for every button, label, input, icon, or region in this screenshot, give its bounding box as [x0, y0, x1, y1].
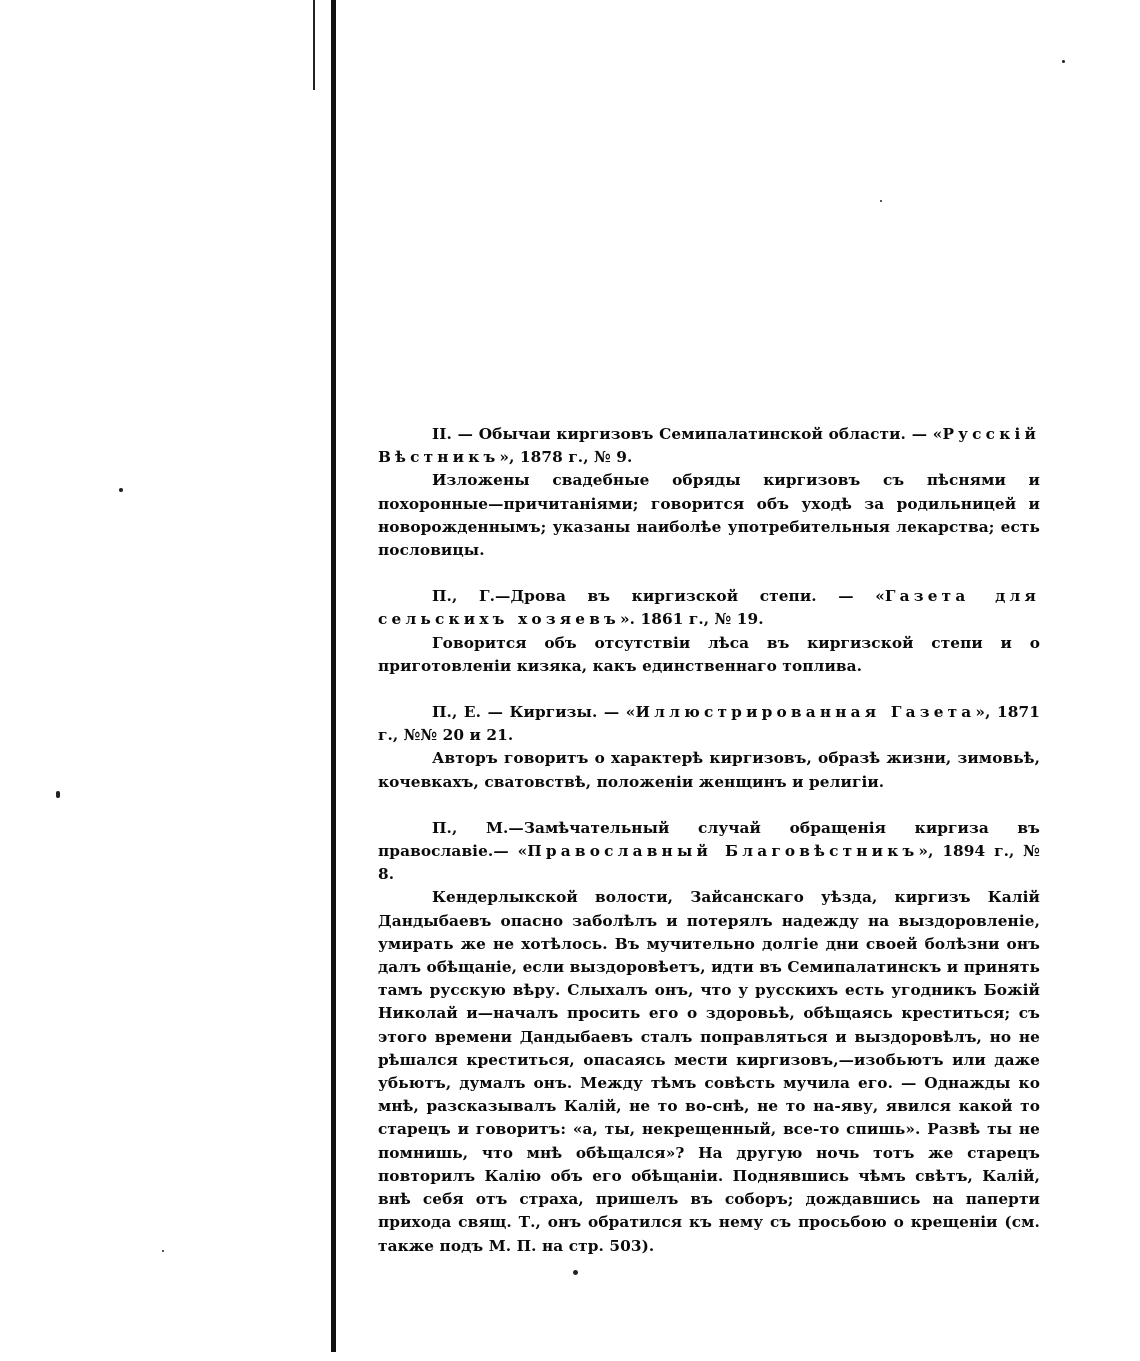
entry-heading [378, 423, 1040, 469]
bibliography-entry [378, 585, 1040, 678]
entry-heading-tail: », 1878 г., № 9. [499, 448, 633, 467]
ink-speck [1062, 60, 1065, 63]
bibliography-entry [378, 817, 1040, 1258]
ink-speck [880, 200, 882, 202]
entry-annotation: Авторъ говоритъ о характерѣ киргизовъ, образѣ жизни, зимовьѣ, кочевкахъ, сватовствѣ, положеніи женщинъ и религіи. [378, 749, 1040, 791]
entry-heading-lead: П., М.—Замѣчательный случай обращенія киргиза въ православіе.— « [378, 818, 1040, 861]
periodical-title: Православный Благовѣстникъ [527, 842, 919, 861]
entry-heading [378, 701, 1040, 747]
binding-edge-line [331, 0, 336, 1352]
entry-annotation: Кендерлыкской волости, Зайсанскаго уѣзда, киргизъ Калій Дандыбаевъ опасно заболѣлъ и потерялъ надежду на выздоровленіе, умирать же не хотѣлось. Въ мучительно долгіе дни своей болѣзни онъ далъ обѣщаніе, если выздоровѣетъ, идти въ Семипалатинскъ и принять тамъ русскую вѣру. Слыхалъ онъ, что у русскихъ есть угодникъ Божій Николай и—началъ просить его о здоровьѣ, обѣщаясь креститься; съ этого времени Дандыбаевъ сталъ поправляться и выздоровѣлъ, но не рѣшался креститься, опасаясь мести киргизовъ,—изобьютъ или даже убьютъ, думалъ онъ. Между тѣмъ совѣсть мучила его. — Однажды ко мнѣ, разсказывалъ Калій, не то во-снѣ, не то на-яву, явился какой то старецъ и говоритъ: «а, ты, некрещенный, все-то спишь». Развѣ ты не помнишь, что мнѣ обѣщался»? На другую ночь тотъ же старецъ повторилъ Калію объ его обѣщаніи. Поднявшись чѣмъ свѣтъ, Калій, внѣ себя отъ страха, пришелъ въ соборъ; дождавшись на паперти прихода свящ. Т., онъ обратился къ нему съ просьбою о крещеніи (см. также подъ М. П. на стр. 503). [378, 888, 1040, 1255]
entry-heading [378, 585, 1040, 631]
bibliography-text [378, 423, 1040, 1281]
binding-edge-thin [313, 0, 315, 90]
entry-heading-tail: ». 1861 г., № 19. [619, 610, 764, 629]
ink-speck [56, 791, 60, 798]
entry-heading-tail: », 1871 г., №№ 20 и 21. [378, 703, 1040, 745]
entry-heading [378, 817, 1040, 887]
entry-heading-lead: П., Е. — Киргизы. — « [432, 703, 636, 722]
entry-heading-lead: П., Г.—Дрова въ киргизской степи. — « [432, 587, 885, 606]
entry-annotation: Говорится объ отсутствіи лѣса въ киргизской степи и о приготовленіи кизяка, какъ единственнаго топлива. [378, 633, 1040, 675]
ink-speck [162, 1250, 164, 1252]
entry-heading-lead: II. — Обычаи киргизовъ Семипалатинской области. — « [432, 425, 943, 443]
periodical-title: Газета для сельскихъ хозяевъ [378, 587, 1040, 629]
periodical-title: Русскій Вѣстникъ [378, 425, 1040, 467]
bibliography-entry [378, 701, 1040, 794]
entry-annotation: Изложены свадебные обряды киргизовъ съ пѣснями и похоронные—причитаніями; говорится объ уходѣ за родильницей и новорожденнымъ; указаны наиболѣе употребительныя лекарства; есть пословицы. [378, 471, 1040, 560]
bibliography-entry [378, 423, 1040, 562]
ink-speck [119, 488, 123, 492]
entry-heading-tail: », 1894 г., № 8. [378, 842, 1040, 884]
periodical-title: Иллюстрированная Газета [635, 703, 976, 722]
